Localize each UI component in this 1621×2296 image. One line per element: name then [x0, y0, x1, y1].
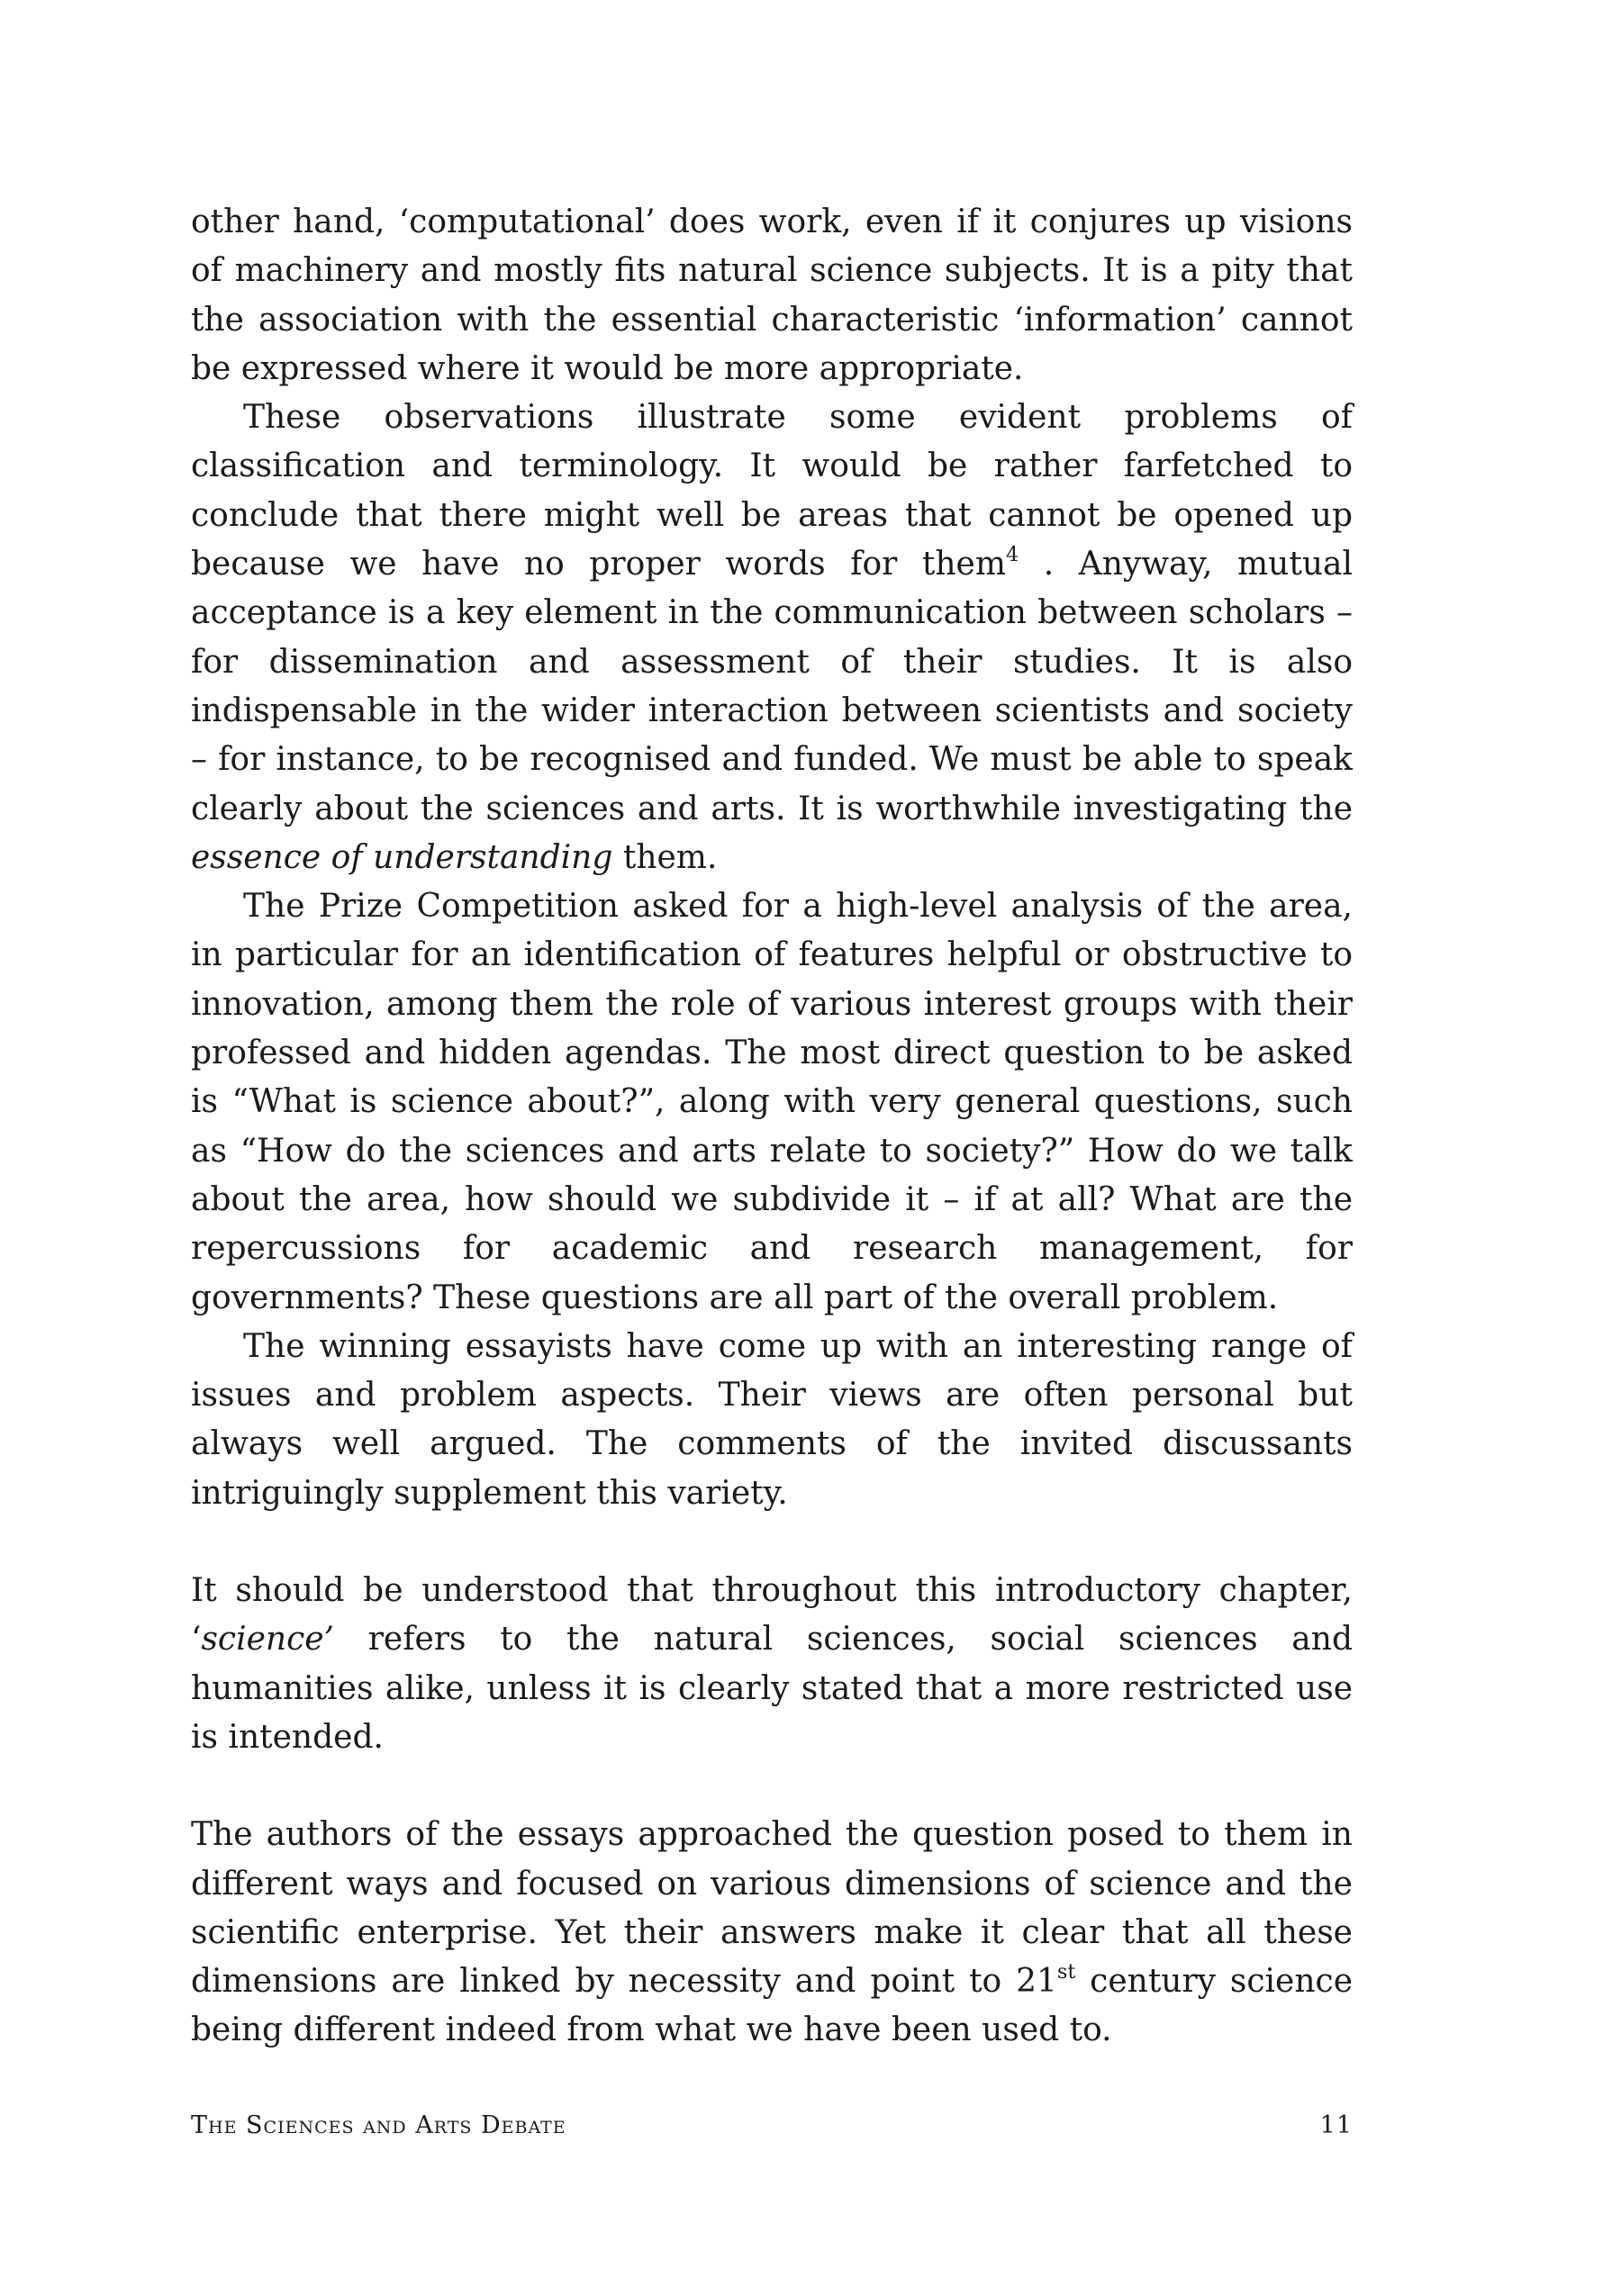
ordinal-superscript: st	[1056, 1959, 1076, 1984]
paragraph-5-emphasis: science’	[201, 1621, 335, 1659]
paragraph-5-text-a: It should be understood that throughout this introductory chapter, ‘	[191, 1572, 1353, 1659]
paragraph-2-emphasis: essence of understanding	[191, 838, 613, 876]
body-text	[191, 198, 1353, 2056]
paragraph-2-text-b: . Anyway, mutual acceptance is a key element in the communication between scholars – for dissemination and assessment of their studies. It is also indispensable in the wider interaction between scientists and society – for instance, to be recognised and funded. We must be able to speak clearly about the sciences and arts. It is worthwhile investigating the	[191, 546, 1353, 827]
paragraph-2	[191, 393, 1353, 882]
running-title: The Sciences and Arts Debate	[191, 2111, 566, 2139]
footnote-ref-4[interactable]: 4	[1005, 542, 1019, 566]
page-footer	[191, 2111, 1353, 2147]
paragraph-6	[191, 1811, 1353, 2055]
paragraph-6-text-b: century science being different indeed from what we have been used to.	[191, 1963, 1353, 2049]
page-number: 11	[1319, 2111, 1353, 2139]
paragraph-2-text-c: them.	[612, 838, 718, 876]
paragraph-3: The Prize Competition asked for a high-level analysis of the area, in particular for an identification of features helpful or obstructive to innovation, among them the role of various interest groups with their professed and hidden agendas. The most direct question to be asked is “What is science about?”, along with very general questions, such as “How do the sciences and arts relate to society?” How do we talk about the area, how should we subdivide it – if at all? What are the repercussions for academic and research management, for governments? These questions are all part of the overall problem.	[191, 888, 1353, 1316]
paragraph-5	[191, 1567, 1353, 1762]
paragraph-4: The winning essayists have come up with an interesting range of issues and problem aspects. Their views are often personal but always well argued. The comments of the invited discussants intriguingly supplement this variety.	[191, 1327, 1353, 1512]
paragraph-6-text-a: The authors of the essays approached the question posed to them in different ways and focused on various dimensions of science and the scientific enterprise. Yet their answers make it clear that all these dimensions are linked by necessity and point to 21	[191, 1816, 1353, 2001]
paragraph-1: other hand, ‘computational’ does work, even if it conjures up visions of machinery and mostly fits natural science subjects. It is a pity that the association with the essential characteristic ‘information’ cannot be expressed where it would be more appropriate.	[191, 203, 1353, 387]
paragraph-2-text-a: These observations illustrate some evident problems of classification and terminology. It would be rather farfetched to conclude that there might well be areas that cannot be opened up because we have no proper words for them	[191, 399, 1353, 583]
paragraph-5-text-b: refers to the natural sciences, social sciences and humanities alike, unless it is clearly stated that a more restricted use is intended.	[191, 1621, 1353, 1756]
